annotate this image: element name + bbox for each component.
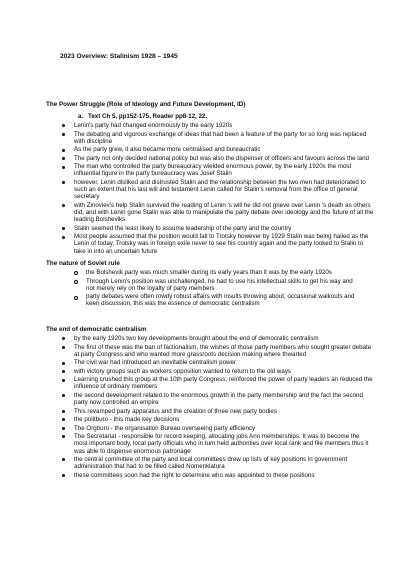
- list-item: Through Lenin's position was unchallenged, he had to use his intellectual skills to get his way and not merely rely on the loyalty of party members: [86, 278, 356, 292]
- sub-reference-label: a.: [78, 113, 84, 120]
- list-item: The first of these was the ban of factionalism, the wishes of those party members who sought greater debate at party Congress and who wanted more grassroots decision making where thwarted: [74, 344, 374, 358]
- document-title: 2023 Overview: Stalinism 1928 – 1945: [60, 53, 178, 60]
- list-item: This revamped party apparatus and the creation of three new party bodies: [74, 408, 374, 415]
- list-item: The Orgburo - the organisation Bureau overseeing party efficiency: [74, 425, 374, 432]
- list-item: party debates were often rowdy robust affairs with insults throwing about, occasional walkouts and keen discussion, this was the essence of democratic centralism: [86, 293, 355, 308]
- section-heading-power-struggle: The Power Struggle (Role of Ideology and Future Development, ID): [46, 101, 246, 108]
- section-heading-end-democratic-centralism: The end of democratic centralism: [46, 326, 147, 333]
- list-item: Stalin seemed the least likely to assume leadership of the party and the country: [74, 225, 374, 232]
- list-item: the politburo - this made key decisions: [74, 416, 374, 423]
- list-item: Lenin's party had changed enormously by the early 1920s: [74, 122, 374, 129]
- list-item: The man who controlled the party bureaucracy wielded enormous power, by the early 1920s the most influential figure in the party bureaucracy was Josef Stalin: [74, 163, 374, 177]
- power-struggle-list: [74, 122, 374, 256]
- sub-reference-text: Text Ch 5, pp152-175, Reader pp8-12, 22.: [88, 113, 208, 120]
- list-item: with Zinoviev's help Stalin survived the reading of Lenin 's will he did not grieve over Lenin 's death as others did, and with Lenin gone Stalin was able to manipulate the party debate over ideology and the future of all the leading Bolsheviks: [74, 201, 374, 224]
- list-item: the Bolshevik party was much smaller during its early years than it was by the early 1920s: [86, 269, 356, 276]
- list-item: by the early 1920s two key developments brought about the end of democratic centralism: [74, 335, 374, 342]
- section-heading-soviet-rule: The nature of Soviet rule: [46, 260, 120, 267]
- list-item: The civil war had introduced an inevitable centralism power: [74, 359, 374, 366]
- list-item: the second development related to the enormous growth in the party membership and the fact the second party now controlled an empire: [74, 392, 374, 406]
- list-item: these committees soon had the right to determine who was appointed to these positions: [74, 472, 374, 479]
- list-item: Learning crushed this group at the 10th party Congress, reinforced the power of party leaders an reduced the influence of ordinary members: [74, 376, 373, 391]
- list-item: The Secretariat - responsible for record keeping, allocating jobs Ann memberships. It was to become the most important body, local party officials who in turn held authorities over local rank and file members thus it was able to dispense enormous patronage: [74, 433, 374, 455]
- list-item: As the party grew, it also became more centralised and bureaucratic: [74, 146, 374, 153]
- end-democratic-centralism-list: [74, 335, 374, 480]
- list-item: Most people assumed that the position would fall to Trotsky however by 1929 Stalin was being hailed as the Lenin of today, Trotsky was in foreign exile never to see his country again and the party looked to Stalin to take in into an uncertain future: [74, 233, 374, 255]
- list-item: with victory groups such as workers opposition wanted to return to the old ways: [74, 368, 374, 375]
- list-item: The debating and vigorous exchange of ideas that had been a feature of the party for so long was replaced with discipline: [74, 131, 374, 145]
- list-item: The party not only decided national policy but was also the dispenser of officers and favours across the land: [74, 155, 374, 162]
- list-item: the central committee of the party and local committees drew up lists of key positions in government administration that had to be filled called Nomenklatura: [74, 456, 374, 470]
- soviet-rule-list: [86, 269, 356, 309]
- sub-reference: [78, 113, 207, 120]
- list-item: however, Lenin disliked and distrusted Stalin and the relationship between the two men had deteriorated to such an extent that his last will and testament Lenin called for Stalin's removal from the office of general secretary: [74, 179, 374, 201]
